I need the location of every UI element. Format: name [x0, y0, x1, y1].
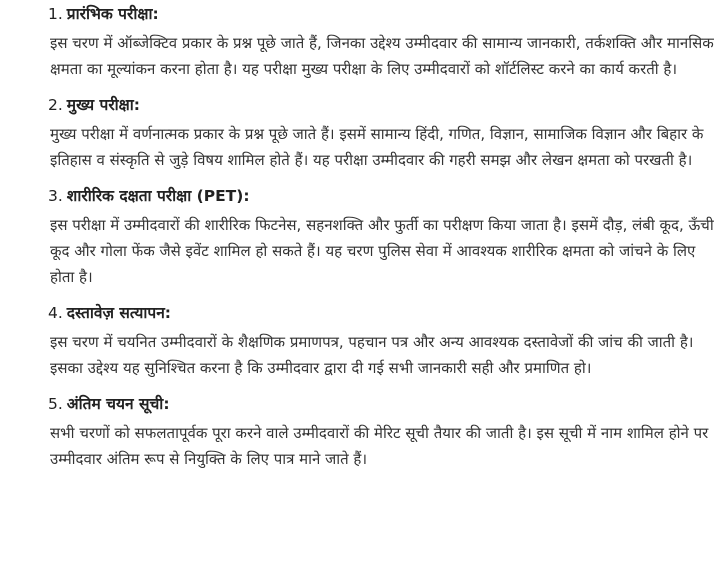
section-heading [48, 2, 717, 26]
section-paragraph: इस परीक्षा में उम्मीदवारों की शारीरिक फिटनेस, सहनशक्ति और फुर्ती का परीक्षण किया जाता है। इसमें दौड़, लंबी कूद, ऊँची कूद और गोला फेंक जैसे इवेंट शामिल हो सकते हैं। यह चरण पुलिस सेवा में आवश्यक शारीरिक क्षमता को जांचने के लिए होता है। [50, 216, 714, 286]
section-number: 3. [48, 187, 63, 205]
section-number: 1. [48, 5, 63, 23]
section-paragraph: सभी चरणों को सफलतापूर्वक पूरा करने वाले उम्मीदवारों की मेरिट सूची तैयार की जाती है। इस सूची में नाम शामिल होने पर उम्मीदवार अंतिम रूप से नियुक्ति के लिए पात्र माने जाते हैं। [50, 424, 709, 468]
section-heading [48, 184, 717, 208]
section-heading [48, 392, 717, 416]
section-paragraph: इस चरण में ऑब्जेक्टिव प्रकार के प्रश्न पूछे जाते हैं, जिनका उद्देश्य उम्मीदवार की सामान्य जानकारी, तर्कशक्ति और मानसिक क्षमता का मूल्यांकन करना होता है। यह परीक्षा मुख्य परीक्षा के लिए उम्मीदवारों को शॉर्टलिस्ट करने का कार्य करती है। [50, 34, 714, 78]
section-number: 2. [48, 96, 63, 114]
section-title: मुख्य परीक्षा: [66, 96, 141, 114]
section-final-selection [50, 392, 717, 472]
section-document-verification [50, 301, 717, 381]
section-title: अंतिम चयन सूची: [66, 395, 170, 413]
section-physical-test [50, 184, 717, 290]
section-title: दस्तावेज़ सत्यापन: [66, 304, 172, 322]
section-main-exam [50, 93, 717, 173]
section-number: 5. [48, 395, 63, 413]
section-paragraph: मुख्य परीक्षा में वर्णनात्मक प्रकार के प्रश्न पूछे जाते हैं। इसमें सामान्य हिंदी, गणित, विज्ञान, सामाजिक विज्ञान और बिहार के इतिहास व संस्कृति से जुड़े विषय शामिल होते हैं। यह परीक्षा उम्मीदवार की गहरी समझ और लेखन क्षमता को परखती है। [50, 125, 704, 169]
section-title: शारीरिक दक्षता परीक्षा (PET): [66, 187, 250, 205]
section-heading [48, 93, 717, 117]
section-title: प्रारंभिक परीक्षा: [66, 5, 159, 23]
section-heading [48, 301, 717, 325]
section-paragraph: इस चरण में चयनित उम्मीदवारों के शैक्षणिक प्रमाणपत्र, पहचान पत्र और अन्य आवश्यक दस्तावेजों की जांच की जाती है। इसका उद्देश्य यह सुनिश्चित करना है कि उम्मीदवार द्वारा दी गई सभी जानकारी सही और प्रमाणित हो। [50, 333, 694, 377]
section-preliminary-exam [50, 2, 717, 82]
section-number: 4. [48, 304, 63, 322]
